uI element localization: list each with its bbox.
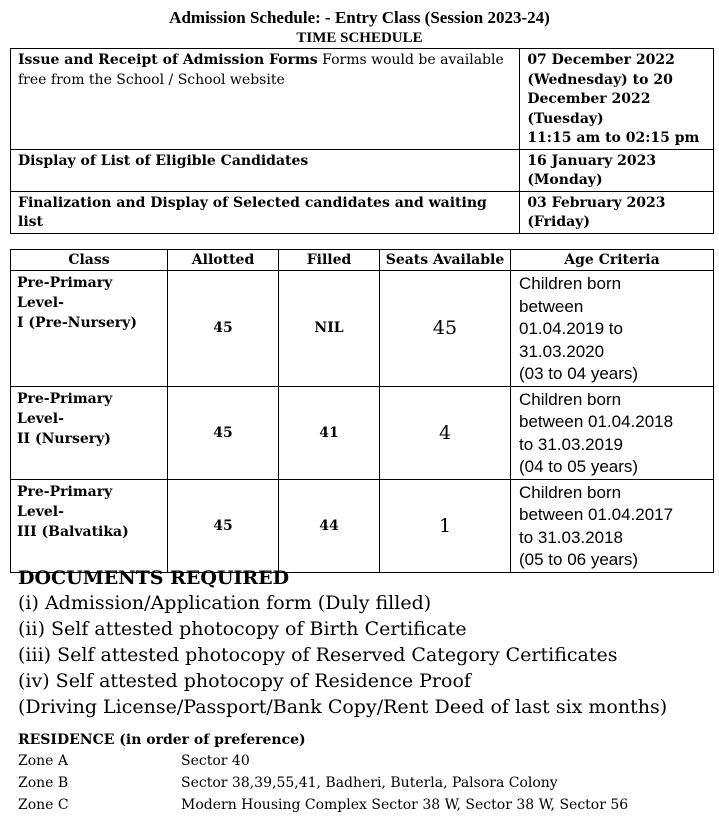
filled-cell: 41	[279, 386, 380, 479]
date-line: (Monday)	[527, 172, 603, 188]
age-line: 01.04.2019 to	[519, 319, 623, 338]
schedule-activity	[11, 191, 520, 233]
admission-table	[10, 249, 714, 573]
allotted-cell: 45	[168, 386, 279, 479]
page-title: Admission Schedule: - Entry Class (Session 2023-24)	[169, 8, 550, 27]
class-cell	[11, 479, 168, 572]
schedule-date	[520, 49, 714, 150]
activity-title: Display of List of Eligible Candidates	[18, 152, 309, 169]
document-item: (ii) Self attested photocopy of Birth Certificate	[18, 618, 467, 640]
age-line: Children born	[519, 389, 622, 409]
admission-header-row	[11, 250, 714, 271]
time-schedule-heading: TIME SCHEDULE	[296, 30, 423, 46]
zone-row	[18, 772, 718, 794]
date-line: 03 February 2023	[527, 194, 666, 211]
filled-cell: 44	[279, 479, 380, 572]
date-line: (Wednesday) to 20	[527, 71, 673, 88]
date-line: 07 December 2022	[527, 52, 675, 68]
zone-name: Zone B	[18, 775, 69, 791]
residence-section	[18, 730, 718, 816]
seats-available-cell: 4	[380, 386, 511, 479]
age-line: to 31.03.2018	[519, 527, 623, 547]
zone-sectors: Sector 40	[181, 753, 250, 769]
class-line: III (Balvatika)	[17, 523, 129, 540]
age-line: between	[519, 296, 584, 316]
zone-row	[18, 794, 718, 816]
class-line: Pre-Primary Level-	[17, 390, 113, 427]
date-line: (Tuesday)	[527, 110, 604, 127]
age-line: (04 to 05 years)	[519, 457, 639, 476]
activity-title: Issue and Receipt of Admission Forms	[18, 52, 318, 68]
date-line: 11:15 am to 02:15 pm	[527, 130, 700, 146]
activity-title: Finalization and Display of Selected candidates and waiting list	[18, 194, 487, 230]
zone-row	[18, 750, 718, 772]
document-item: (i) Admission/Application form (Duly filled)	[18, 592, 432, 614]
residence-heading: RESIDENCE (in order of preference)	[18, 732, 306, 748]
age-line: between 01.04.2018	[519, 412, 674, 431]
age-line: between 01.04.2017	[519, 505, 674, 524]
class-line: I (Pre-Nursery)	[17, 315, 137, 331]
class-line: Pre-Primary Level-	[17, 483, 113, 520]
header-class: Class	[11, 250, 168, 271]
schedule-date	[520, 149, 714, 191]
document-item: (Driving License/Passport/Bank Copy/Rent Deed of last six months)	[18, 696, 668, 718]
seats-available-cell: 1	[380, 479, 511, 572]
table-row	[11, 479, 714, 572]
schedule-table	[10, 48, 714, 234]
age-line: Children born	[519, 482, 622, 502]
documents-section	[18, 566, 718, 720]
age-line: (03 to 04 years)	[519, 364, 639, 383]
class-line: II (Nursery)	[17, 430, 111, 447]
table-row	[11, 271, 714, 387]
filled-cell: NIL	[279, 271, 380, 387]
header-seats-available: Seats Available	[380, 250, 511, 271]
schedule-row	[11, 191, 714, 233]
age-criteria-cell	[511, 479, 714, 572]
allotted-cell: 45	[168, 271, 279, 387]
schedule-row	[11, 49, 714, 150]
date-line: (Friday)	[527, 214, 590, 230]
header-allotted: Allotted	[168, 250, 279, 271]
zone-sectors: Sector 38,39,55,41, Badheri, Buterla, Palsora Colony	[181, 775, 558, 791]
schedule-activity	[11, 149, 520, 191]
document-item: (iv) Self attested photocopy of Residence Proof	[18, 670, 471, 692]
zone-sectors: Modern Housing Complex Sector 38 W, Sector 38 W, Sector 56	[181, 797, 629, 813]
age-line: (05 to 06 years)	[519, 550, 639, 569]
schedule-activity	[11, 49, 520, 150]
activity-note: Forms would be available free from the School / School website	[18, 52, 504, 88]
document-item: (iii) Self attested photocopy of Reserved Category Certificates	[18, 644, 618, 666]
class-cell	[11, 386, 168, 479]
age-criteria-cell	[511, 271, 714, 387]
header-age-criteria: Age Criteria	[511, 250, 714, 271]
age-line: to 31.03.2019	[519, 434, 623, 454]
age-line: Children born	[519, 274, 622, 293]
date-line: December 2022	[527, 91, 651, 107]
zone-name: Zone C	[18, 797, 69, 813]
age-criteria-cell	[511, 386, 714, 479]
schedule-date	[520, 191, 714, 233]
zone-name: Zone A	[18, 753, 69, 769]
schedule-row	[11, 149, 714, 191]
seats-available-cell: 45	[380, 271, 511, 387]
allotted-cell: 45	[168, 479, 279, 572]
documents-heading: DOCUMENTS REQUIRED	[18, 567, 290, 589]
class-cell	[11, 271, 168, 387]
class-line: Pre-Primary Level-	[17, 275, 113, 311]
header-filled: Filled	[279, 250, 380, 271]
age-line: 31.03.2020	[519, 341, 605, 361]
date-line: 16 January 2023	[527, 152, 657, 169]
table-row	[11, 386, 714, 479]
